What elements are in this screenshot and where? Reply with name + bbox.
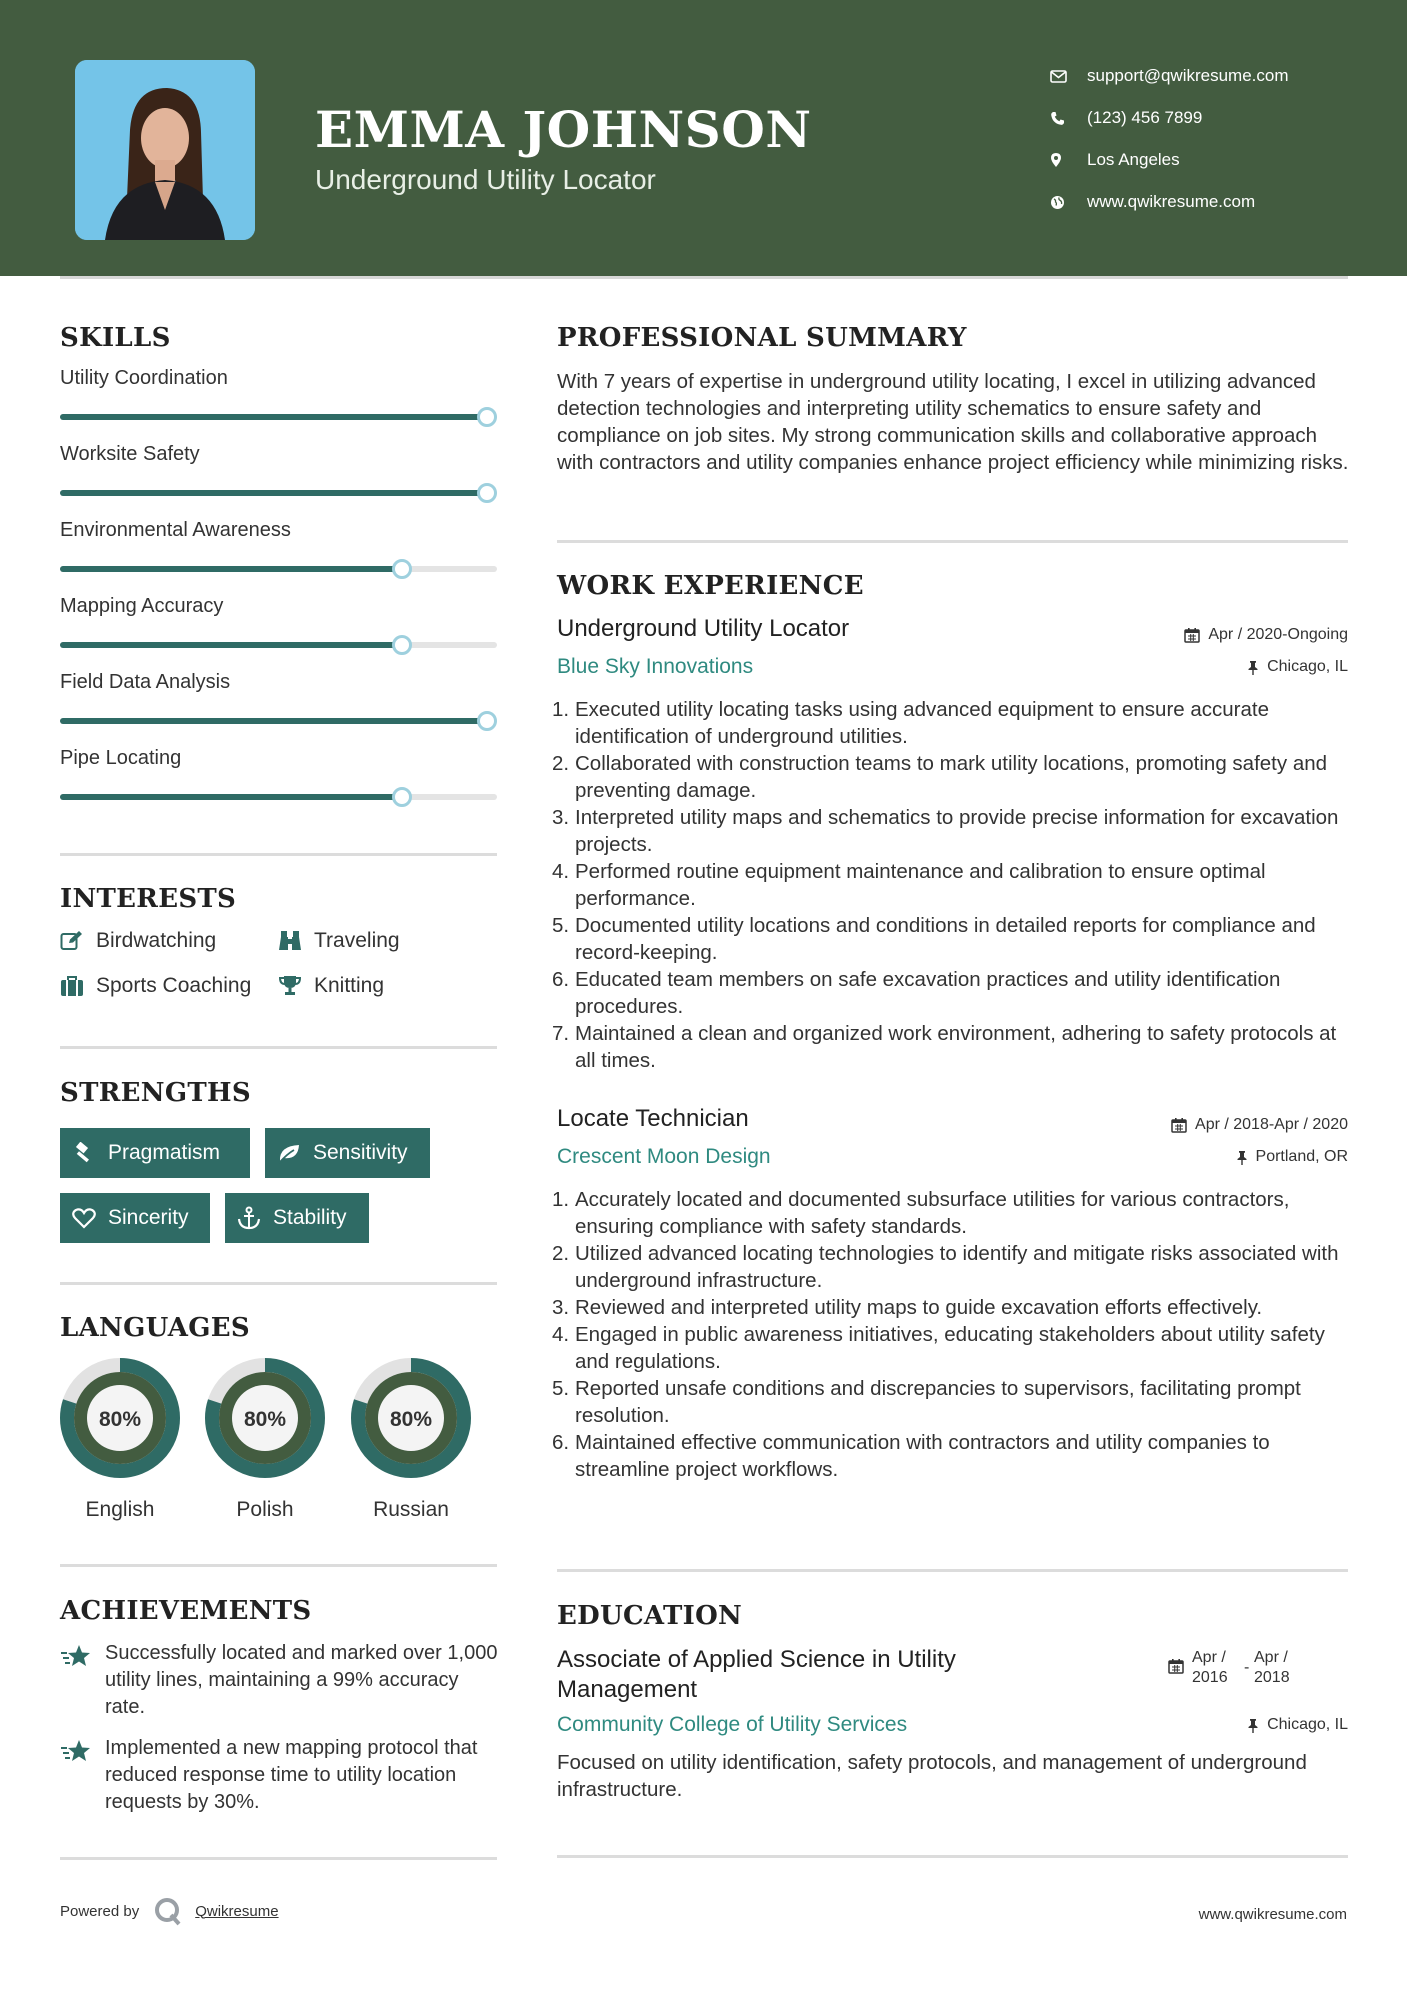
header-divider: [60, 276, 1348, 279]
education-dates: [1168, 1648, 1290, 1688]
duty-item: [552, 1186, 1357, 1240]
language-item: [204, 1357, 326, 1522]
duty-text: Reported unsafe conditions and discrepancies to supervisors, facilitating prompt resolution.: [575, 1377, 1301, 1427]
contact-list: [1050, 55, 1289, 223]
skill-bar: [60, 414, 497, 420]
contact-phone[interactable]: [1050, 97, 1289, 139]
skill-bar-knob: [392, 559, 412, 579]
duty-text: Collaborated with construction teams to mark utility locations, promoting safety and preventing damage.: [575, 752, 1328, 802]
duty-text: Educated team members on safe excavation practices and utility identification procedures.: [575, 968, 1281, 1018]
duty-item: [552, 858, 1357, 912]
duty-number: 6.: [552, 1431, 570, 1454]
skill-bar: [60, 718, 497, 724]
duty-number: 1.: [552, 1188, 570, 1211]
anchor-icon: [237, 1206, 261, 1230]
interest-item: [60, 974, 251, 998]
date-separator: -: [1244, 1659, 1250, 1676]
achievements-heading: ACHIEVEMENTS: [60, 1596, 312, 1626]
duty-text: Maintained effective communication with contractors and utility companies to streamline project workflows.: [575, 1431, 1270, 1481]
education-location-text: Chicago, IL: [1267, 1716, 1348, 1733]
interest-label: Traveling: [314, 929, 400, 952]
skill-bar-fill: [60, 490, 487, 496]
language-progress-ring: [59, 1357, 181, 1479]
interest-item: [60, 929, 216, 953]
interest-label: Sports Coaching: [96, 974, 252, 997]
strengths-heading: STRENGTHS: [60, 1078, 251, 1108]
duty-number: 2.: [552, 1242, 570, 1265]
education-start-date: [1192, 1648, 1244, 1688]
section-divider: [557, 1569, 1348, 1572]
powered-by-text: Powered by: [60, 1902, 140, 1920]
candidate-title: Underground Utility Locator: [315, 164, 656, 195]
strength-label: Sincerity: [108, 1206, 189, 1229]
job-dates: [1171, 1116, 1348, 1134]
skill-label: Environmental Awareness: [60, 519, 291, 541]
section-divider: [60, 1857, 497, 1860]
section-divider: [60, 1046, 497, 1049]
job-dates: [1184, 626, 1348, 644]
language-item: [59, 1357, 181, 1522]
skill-bar-fill: [60, 642, 402, 648]
section-divider: [60, 1282, 497, 1285]
job-location: [1236, 1148, 1348, 1166]
heart-icon: [72, 1207, 96, 1229]
duty-number: 6.: [552, 968, 570, 991]
skill-label: Mapping Accuracy: [60, 595, 224, 617]
strength-label: Stability: [273, 1206, 347, 1229]
duty-item: [552, 1240, 1357, 1294]
star-icon: [60, 1640, 105, 1721]
duty-text: Performed routine equipment maintenance and calibration to ensure optimal performance.: [575, 860, 1266, 910]
skill-bar: [60, 794, 497, 800]
date-part: Apr /: [1254, 1649, 1288, 1666]
gavel-icon: [72, 1142, 96, 1164]
education-end-date: [1254, 1648, 1290, 1688]
language-progress-ring: [204, 1357, 326, 1479]
language-progress-ring: [350, 1357, 472, 1479]
duty-item: [552, 696, 1357, 750]
duty-number: 7.: [552, 1022, 570, 1045]
edit-icon: [60, 930, 96, 952]
globe-icon: [1050, 195, 1087, 210]
degree-title-line: Management: [557, 1676, 698, 1703]
duty-item: [552, 1294, 1357, 1321]
language-name: Russian: [373, 1498, 449, 1521]
interest-label: Birdwatching: [96, 929, 217, 952]
skill-bar-fill: [60, 794, 402, 800]
duty-text: Utilized advanced locating technologies to identify and mitigate risks associated with underground infrastructure.: [575, 1242, 1339, 1292]
skill-bar-knob: [477, 483, 497, 503]
language-percent: 80%: [389, 1408, 433, 1431]
skill-bar-knob: [392, 635, 412, 655]
job-dates-text: Apr / 2018-Apr / 2020: [1195, 1116, 1348, 1133]
duty-number: 4.: [552, 860, 570, 883]
qwikresume-logo-icon: [153, 1896, 183, 1926]
interest-item: [278, 929, 400, 953]
summary-heading: PROFESSIONAL SUMMARY: [557, 323, 967, 353]
skill-bar-knob: [392, 787, 412, 807]
duty-number: 2.: [552, 752, 570, 775]
job-title: Underground Utility Locator: [557, 615, 850, 642]
degree-title: [557, 1645, 956, 1705]
strength-badge: [60, 1193, 210, 1243]
duty-text: Documented utility locations and conditions in detailed reports for compliance and record-keeping.: [575, 914, 1316, 964]
duty-item: [552, 912, 1357, 966]
skill-bar-fill: [60, 718, 487, 724]
duty-number: 3.: [552, 1296, 570, 1319]
pushpin-icon: [1236, 1150, 1248, 1165]
job-location-text: Portland, OR: [1255, 1148, 1348, 1165]
duty-item: [552, 750, 1357, 804]
calendar-icon: [1184, 627, 1200, 643]
skill-bar-fill: [60, 414, 487, 420]
languages-heading: LANGUAGES: [60, 1313, 250, 1343]
interest-item: [278, 974, 384, 998]
contact-location-text: Los Angeles: [1087, 150, 1180, 169]
section-divider: [60, 853, 497, 856]
job-duties-list: [552, 696, 1357, 1074]
job-title: Locate Technician: [557, 1105, 749, 1132]
map-pin-icon: [1050, 152, 1087, 168]
duty-number: 3.: [552, 806, 570, 829]
skill-label: Pipe Locating: [60, 747, 182, 769]
duty-text: Interpreted utility maps and schematics to provide precise information for excavation projects.: [575, 806, 1339, 856]
duty-number: 5.: [552, 914, 570, 937]
section-divider: [60, 1564, 497, 1567]
pushpin-icon: [1247, 660, 1259, 675]
language-name: English: [85, 1498, 155, 1521]
date-part: 2016: [1192, 1669, 1228, 1686]
pushpin-icon: [1247, 1718, 1259, 1733]
school-name: Community College of Utility Services: [557, 1713, 908, 1736]
duty-item: [552, 1321, 1357, 1375]
skill-bar: [60, 490, 497, 496]
interest-label: Knitting: [314, 974, 385, 997]
contact-email[interactable]: [1050, 55, 1289, 97]
job-location-text: Chicago, IL: [1267, 658, 1348, 675]
achievement-text: Successfully located and marked over 1,000 utility lines, maintaining a 99% accuracy rate.: [105, 1642, 498, 1718]
skills-heading: SKILLS: [60, 323, 171, 353]
duty-item: [552, 1375, 1357, 1429]
strength-badge: [265, 1128, 430, 1178]
section-divider: [557, 1855, 1348, 1858]
candidate-name: EMMA JOHNSON: [315, 100, 812, 159]
skill-label: Worksite Safety: [60, 443, 200, 465]
date-part: 2018: [1254, 1669, 1290, 1686]
duty-number: 4.: [552, 1323, 570, 1346]
star-icon: [60, 1735, 105, 1816]
language-item: [350, 1357, 472, 1522]
language-percent: 80%: [243, 1408, 287, 1431]
language-name: Polish: [236, 1498, 294, 1521]
degree-title-line: Associate of Applied Science in Utility: [557, 1646, 956, 1673]
skill-bar-knob: [477, 711, 497, 731]
achievement-item: [60, 1735, 500, 1816]
skill-bar-knob: [477, 407, 497, 427]
duty-item: [552, 966, 1357, 1020]
duty-text: Engaged in public awareness initiatives, educating stakeholders about utility safety and regulations.: [575, 1323, 1325, 1373]
contact-phone-text: (123) 456 7899: [1087, 108, 1203, 127]
phone-icon: [1050, 111, 1087, 126]
skill-bar: [60, 642, 497, 648]
envelope-icon: [1050, 70, 1087, 83]
leaf-icon: [277, 1142, 301, 1164]
duty-text: Maintained a clean and organized work environment, adhering to safety protocols at all times.: [575, 1022, 1337, 1072]
duty-item: [552, 1429, 1357, 1483]
date-part: Apr /: [1192, 1649, 1226, 1666]
skill-bar: [60, 566, 497, 572]
skill-bar-fill: [60, 566, 402, 572]
contact-website[interactable]: [1050, 181, 1289, 223]
calendar-icon: [1168, 1648, 1184, 1688]
experience-heading: WORK EXPERIENCE: [557, 571, 864, 601]
strength-label: Sensitivity: [313, 1141, 408, 1164]
job-dates-text: Apr / 2020-Ongoing: [1208, 626, 1348, 643]
footer-website[interactable]: www.qwikresume.com: [1198, 1906, 1347, 1923]
duty-number: 1.: [552, 698, 570, 721]
trophy-icon: [278, 975, 314, 997]
interests-heading: INTERESTS: [60, 884, 237, 914]
contact-website-text: www.qwikresume.com: [1087, 192, 1256, 211]
duty-text: Accurately located and documented subsurface utilities for various contractors, ensuring compliance with safety standards.: [575, 1188, 1290, 1238]
briefcase-icon: [60, 975, 96, 997]
strength-badge: [60, 1128, 250, 1178]
skill-label: Utility Coordination: [60, 367, 228, 389]
language-percent: 80%: [98, 1408, 142, 1431]
contact-location: [1050, 139, 1289, 181]
summary-text: With 7 years of expertise in underground utility locating, I excel in utilizing advanced detection technologies and interpreting utility schematics to ensure safety and compliance on job sites. My strong communication skills and collaborative approach with contractors and utility companies enhance project efficiency while minimizing risks.: [557, 370, 1349, 474]
footer-powered-by: [60, 1896, 279, 1926]
job-location: [1247, 658, 1348, 676]
achievement-item: [60, 1640, 500, 1721]
duty-text: Reviewed and interpreted utility maps to guide excavation efforts effectively.: [575, 1296, 1263, 1319]
duty-number: 5.: [552, 1377, 570, 1400]
education-heading: EDUCATION: [557, 1601, 743, 1631]
qwikresume-link[interactable]: Qwikresume: [195, 1902, 279, 1920]
profile-photo: [75, 60, 255, 240]
calendar-icon: [1171, 1117, 1187, 1133]
duty-item: [552, 1020, 1357, 1074]
strength-label: Pragmatism: [108, 1141, 221, 1164]
resume-header: [0, 0, 1407, 276]
duty-item: [552, 804, 1357, 858]
education-location: [1247, 1716, 1348, 1734]
education-description: Focused on utility identification, safety protocols, and management of underground infrastructure.: [557, 1751, 1307, 1801]
binoculars-icon: [278, 930, 314, 952]
skill-label: Field Data Analysis: [60, 671, 231, 693]
achievement-text: Implemented a new mapping protocol that reduced response time to utility location requests by 30%.: [105, 1737, 478, 1813]
strength-badge: [225, 1193, 369, 1243]
company-name: Crescent Moon Design: [557, 1145, 771, 1168]
company-name: Blue Sky Innovations: [557, 655, 754, 678]
section-divider: [557, 540, 1348, 543]
job-duties-list: [552, 1186, 1357, 1483]
contact-email-text: support@qwikresume.com: [1087, 66, 1289, 85]
duty-text: Executed utility locating tasks using advanced equipment to ensure accurate identification of underground utilities.: [575, 698, 1269, 748]
